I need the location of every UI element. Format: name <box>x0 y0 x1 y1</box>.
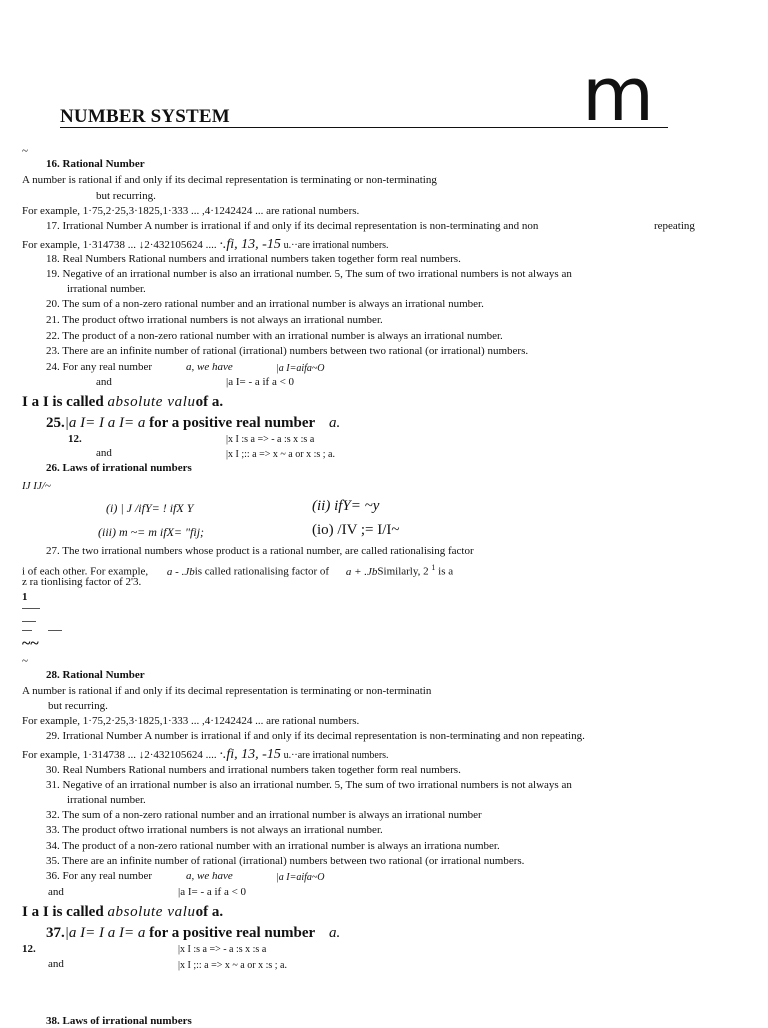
item-12b-ineq-2: |x I ;:: a => x ~ a or x :s ; a. <box>178 960 287 971</box>
item-12-and: and <box>96 447 112 459</box>
item-24-abs-pos: |a I=aifa~O <box>276 363 325 374</box>
item-18: 18. Real Numbers Rational numbers and irrational numbers taken together form real numbers. <box>46 253 461 265</box>
rational-example-2: For example, 1·75,2·25,3·1825,1·333 ... ,4·1242424 ... are rational numbers. <box>22 715 360 727</box>
item-27-cont: i of each other. For example, a - .Jbis called rationalising factor of a + .JbSimilarly, 2 $^1$ is a <box>22 563 454 578</box>
item-36-a: a, we have <box>186 870 233 882</box>
rational-definition-2-cont: but recurring. <box>48 700 108 712</box>
fragment-one: 1 <box>22 591 28 603</box>
item-12-ineq-2: |x I ;:: a => x ~ a or x :s ; a. <box>226 449 335 460</box>
item-30: 30. Real Numbers Rational numbers and irrational numbers taken together form real numbers. <box>46 764 461 776</box>
fragment-dash-2 <box>22 621 36 622</box>
rational-definition: A number is rational if and only if its decimal representation is terminating or non-terminating <box>22 174 437 186</box>
item-19: 19. Negative of an irrational number is also an irrational number. 5, The sum of two irrational numbers is not always an <box>46 268 572 280</box>
item-19-cont: irrational number. <box>67 283 146 295</box>
item-12b-number: 12. <box>22 943 36 955</box>
rational-example: For example, 1·75,2·25,3·1825,1·333 ... ,4·1242424 ... are rational numbers. <box>22 205 360 217</box>
item-12-ineq-1: |x I :s a => - a :s x :s a <box>226 434 315 445</box>
rational-definition-2: A number is rational if and only if its decimal representation is terminating or non-terminatin <box>22 685 432 697</box>
item-23: 23. There are an infinite number of rational (irrational) numbers between two rational (or irrational) numbers. <box>46 345 529 357</box>
laws-fragment: IJ IJ/~ <box>22 480 51 492</box>
item-17: 17. Irrational Number A number is irrational if and only if its decimal representation is non-terminating and non <box>46 220 539 232</box>
fragment-dash-1 <box>22 608 40 609</box>
rational-definition-cont: but recurring. <box>96 190 156 202</box>
stray-tilde: ~ <box>22 145 28 157</box>
item-24-a: a, we have <box>186 361 233 373</box>
law-i: (i) | J /ifY= ! ifX Y <box>106 501 194 515</box>
item-34: 34. The product of a non-zero rational number with an irrational number is always an irrationa number. <box>46 840 500 852</box>
absolute-value-line: I a I is called absolute valuof a. <box>22 394 224 410</box>
item-32: 32. The sum of a non-zero rational number and an irrational number is always an irrational number <box>46 809 482 821</box>
item-24-and: and <box>96 376 112 388</box>
irrational-example: For example, 1·314738 ... ↓2·432105624 .... ·.fi, 13, -15 u.··are irrational numbers. <box>22 237 389 252</box>
item-27-cont-2: z ra tionlising factor of 2'3. <box>22 576 142 588</box>
item-33: 33. The product oftwo irrational numbers is not always an irrational number. <box>46 824 383 836</box>
item-37: 37.|a I= I a I= a for a positive real number a. <box>46 925 341 941</box>
item-36-abs-pos: |a I=aifa~O <box>276 872 325 883</box>
item-31-cont: irrational number. <box>67 794 146 806</box>
item-26-heading: 26. Laws of irrational numbers <box>46 462 192 474</box>
law-ii: (ii) ifY= ~y <box>312 498 380 514</box>
law-iv: (io) /IV ;= I/I~ <box>312 522 400 538</box>
item-16-heading: 16. Rational Number <box>46 158 145 170</box>
fragment-dash-4 <box>48 630 62 631</box>
item-38-heading: 38. Laws of irrational numbers <box>46 1015 192 1027</box>
item-12-number: 12. <box>68 433 82 445</box>
item-25: 25.|a I= I a I= a for a positive real number a. <box>46 415 341 431</box>
item-24-abs-neg: |a I= - a if a < 0 <box>226 376 295 388</box>
item-24: 24. For any real number <box>46 361 152 373</box>
item-12b-and: and <box>48 958 64 970</box>
logo-letter: m <box>582 52 655 138</box>
item-17-tail: repeating <box>654 220 695 232</box>
law-iii: (iii) m ~= m ifX= "fij; <box>98 525 205 539</box>
fragment-tilde-bold: ~~ <box>22 635 39 652</box>
item-36: 36. For any real number <box>46 870 152 882</box>
title-underline <box>60 127 668 128</box>
fragment-dash-3 <box>22 630 32 631</box>
fragment-tilde: ~ <box>22 655 28 667</box>
item-29: 29. Irrational Number A number is irrational if and only if its decimal representation is non-terminating and non repeating. <box>46 730 585 742</box>
item-28-heading: 28. Rational Number <box>46 669 145 681</box>
item-20: 20. The sum of a non-zero rational number and an irrational number is always an irrational number. <box>46 298 484 310</box>
item-36-and: and <box>48 886 64 898</box>
item-35: 35. There are an infinite number of rational (irrational) numbers between two rational (or irrational numbers. <box>46 855 525 867</box>
absolute-value-line-2: I a I is called absolute valuof a. <box>22 904 224 920</box>
page-title: NUMBER SYSTEM <box>60 106 230 127</box>
item-36-abs-neg: |a I= - a if a < 0 <box>178 886 247 898</box>
irrational-example-2: For example, 1·314738 ... ↓2·432105624 .... ·.fi, 13, -15 u.··are irrational numbers. <box>22 747 389 762</box>
item-21: 21. The product oftwo irrational numbers is not always an irrational number. <box>46 314 383 326</box>
item-12b-ineq-1: |x I :s a => - a :s x :s a <box>178 944 267 955</box>
item-27: 27. The two irrational numbers whose product is a rational number, are called rationalising factor <box>46 545 474 557</box>
item-31: 31. Negative of an irrational number is also an irrational number. 5, The sum of two irrational numbers is not always an <box>46 779 572 791</box>
item-22: 22. The product of a non-zero rational number with an irrational number is always an irrational number. <box>46 330 503 342</box>
